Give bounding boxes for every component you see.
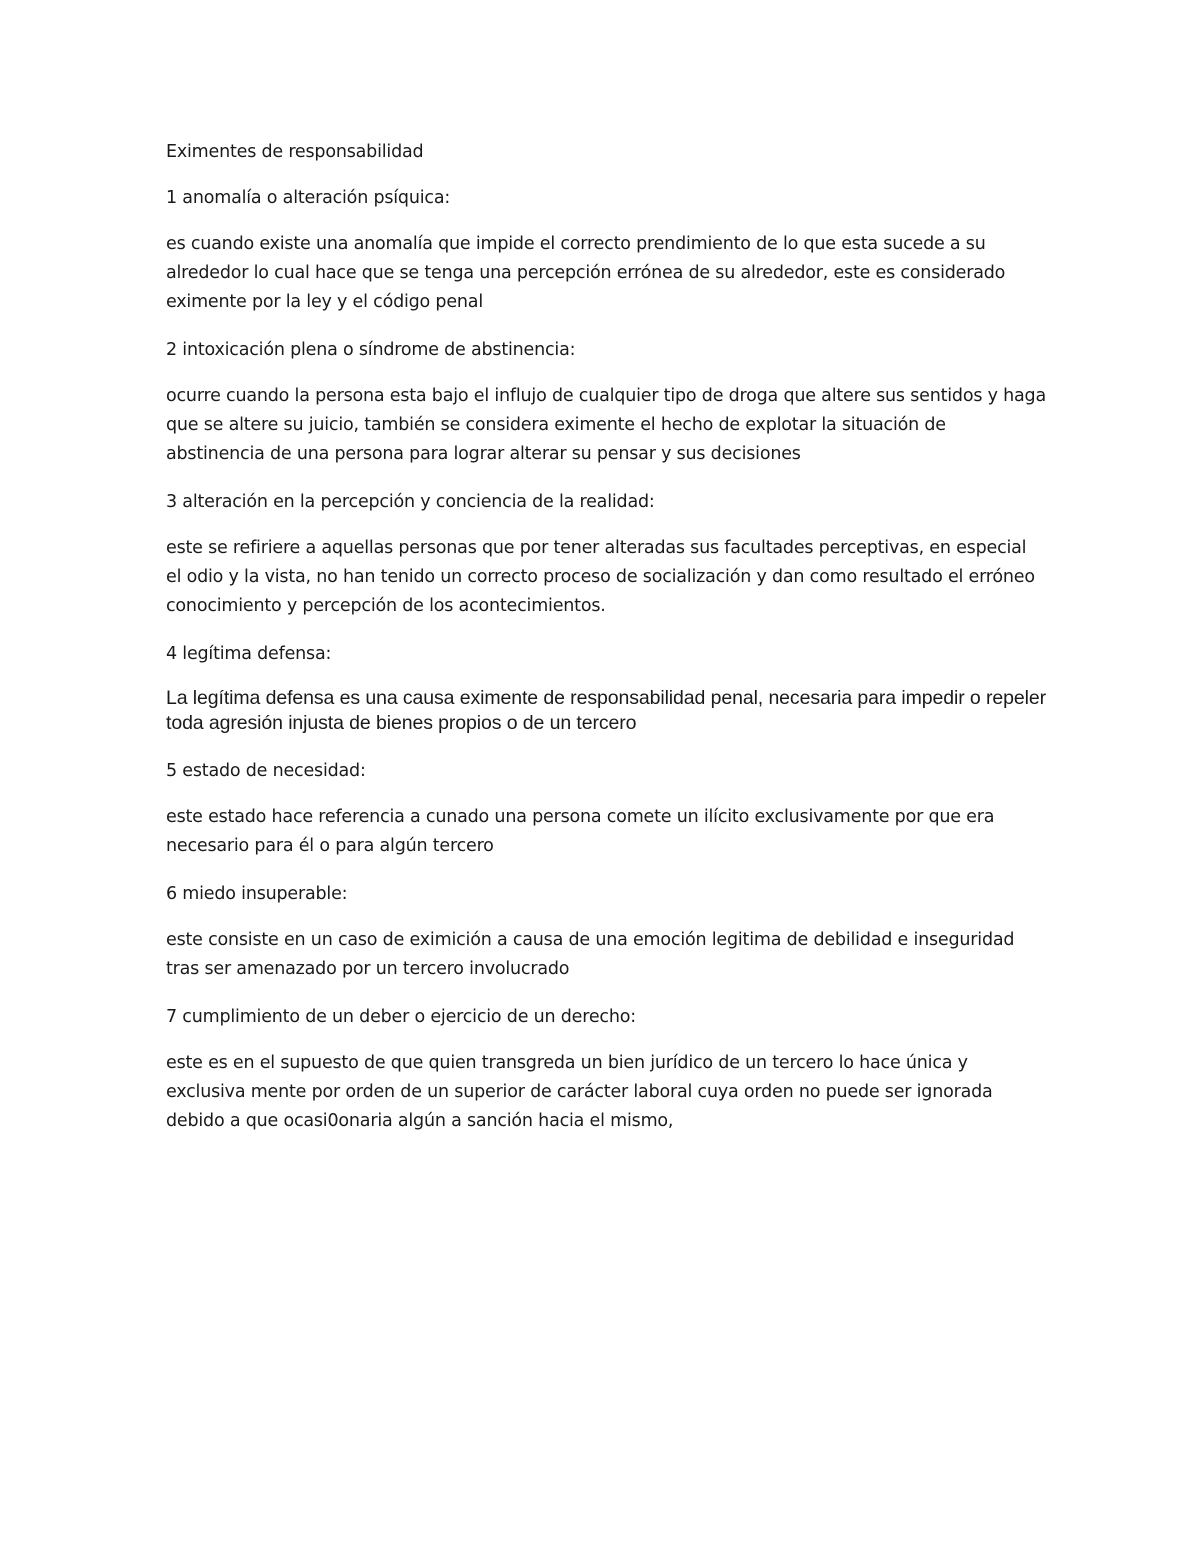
section-body-6: este consiste en un caso de eximición a causa de una emoción legitima de debilidad e inseguridad tras ser amenazado por un tercero involucrado — [166, 930, 1015, 979]
section-body-4: La legítima defensa es una causa eximente de responsabilidad penal, necesaria para impedir o repeler toda agresión injusta de bienes propios o de un tercero — [166, 687, 1046, 734]
section-body-5: este estado hace referencia a cunado una persona comete un ilícito exclusivamente por que era necesario para él o para algún tercero — [166, 807, 995, 856]
section-heading-6: 6 miedo insuperable: — [166, 884, 348, 904]
section-heading-7: 7 cumplimiento de un deber o ejercicio de un derecho: — [166, 1007, 636, 1027]
section-body-7: este es en el supuesto de que quien transgreda un bien jurídico de un tercero lo hace única y exclusiva mente por orden de un superior de carácter laboral cuya orden no puede ser ignorada debido a que ocasi0onaria algún a sanción hacia el mismo, — [166, 1053, 993, 1131]
section-heading-2: 2 intoxicación plena o síndrome de abstinencia: — [166, 340, 576, 360]
section-heading-4: 4 legítima defensa: — [166, 644, 332, 664]
section-heading-1: 1 anomalía o alteración psíquica: — [166, 188, 451, 208]
section-body-2: ocurre cuando la persona esta bajo el influjo de cualquier tipo de droga que altere sus sentidos y haga que se altere su juicio, también se considera eximente el hecho de explotar la situación de abstinencia de una persona para lograr alterar su pensar y sus decisiones — [166, 386, 1046, 464]
section-body-1: es cuando existe una anomalía que impide el correcto prendimiento de lo que esta sucede a su alrededor lo cual hace que se tenga una percepción errónea de su alrededor, este es considerado eximente por la ley y el código penal — [166, 234, 1006, 312]
section-heading-5: 5 estado de necesidad: — [166, 761, 366, 781]
section-heading-3: 3 alteración en la percepción y conciencia de la realidad: — [166, 492, 655, 512]
document-content — [166, 138, 1046, 1155]
document-title: Eximentes de responsabilidad — [166, 142, 424, 162]
section-body-3: este se refiriere a aquellas personas que por tener alteradas sus facultades perceptivas, en especial el odio y la vista, no han tenido un correcto proceso de socialización y dan como resultado el erróneo conocimiento y percepción de los acontecimientos. — [166, 538, 1035, 616]
